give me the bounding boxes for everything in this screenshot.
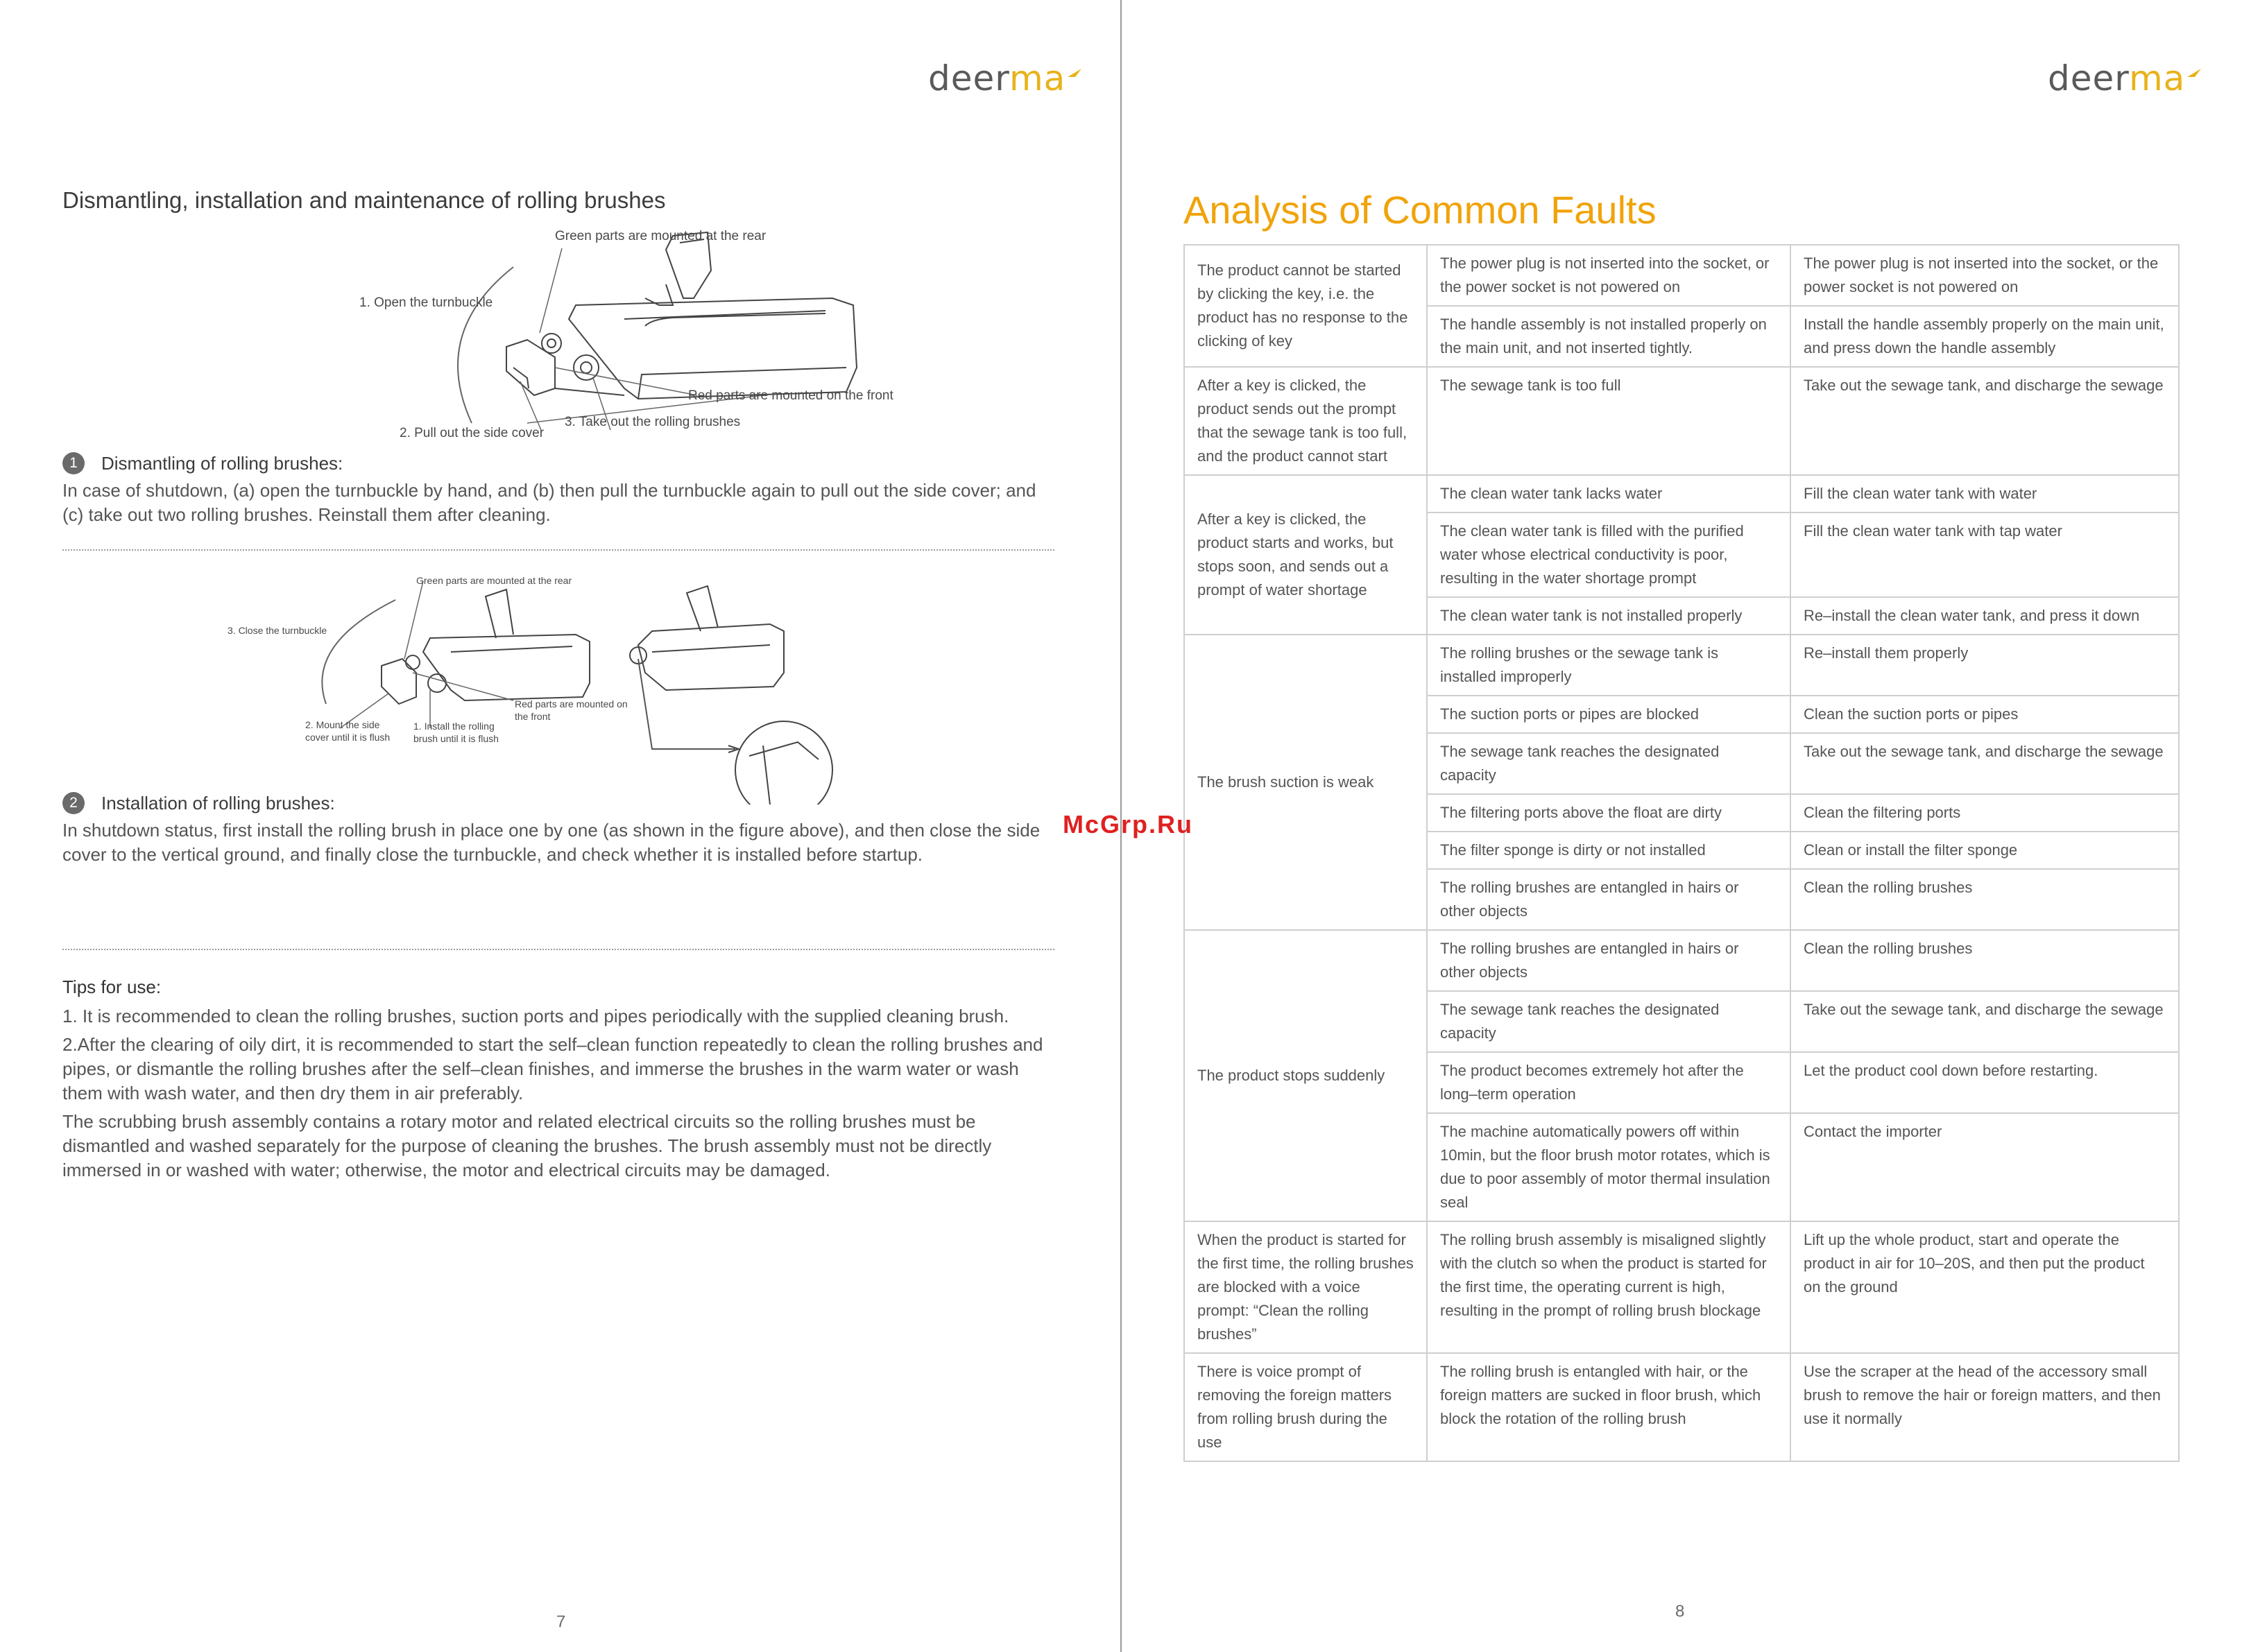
fault-solution-cell: Fill the clean water tank with tap water (1790, 513, 2179, 597)
fault-cause-cell: The filtering ports above the float are dirty (1427, 794, 1790, 832)
tip-item: The scrubbing brush assembly contains a rotary motor and related electrical circuits so the rolling brushes must be dismantled and washed separately for the purpose of cleaning the brushes. The brush assembly must not be directly immersed in or washed with water; otherwise, the motor and electrical circuits may be damaged. (62, 1111, 992, 1180)
fault-solution-cell: Install the handle assembly properly on the main unit, and press down the handle assembly (1790, 306, 2179, 367)
fault-cause-cell: The rolling brushes are entangled in hairs or other objects (1427, 930, 1790, 991)
deerma-logo (928, 58, 1082, 98)
fault-solution-cell: Take out the sewage tank, and discharge the sewage (1790, 733, 2179, 794)
step-number: 1 (62, 452, 85, 474)
fault-solution-cell: Re–install them properly (1790, 635, 2179, 696)
fault-symptom-cell: When the product is started for the first time, the rolling brushes are blocked with a voice prompt: “Clean the rolling brushes” (1184, 1221, 1427, 1353)
fault-cause-cell: The handle assembly is not installed properly on the main unit, and not inserted tightly. (1427, 306, 1790, 367)
logo-text: deerma (2048, 58, 2186, 98)
fault-cause-cell: The rolling brushes are entangled in hairs or other objects (1427, 869, 1790, 930)
fault-solution-cell: Lift up the whole product, start and operate the product in air for 10–20S, and then put the product on the ground (1790, 1221, 2179, 1353)
step-number: 2 (62, 792, 85, 814)
page-number: 7 (556, 1612, 566, 1631)
fault-symptom-cell: The brush suction is weak (1184, 635, 1427, 930)
step-title: Installation of rolling brushes: (101, 792, 335, 814)
label-red-front: Red parts are mounted on the front (688, 388, 893, 403)
fault-solution-cell: The power plug is not inserted into the socket, or the power socket is not powered on (1790, 245, 2179, 306)
installation-text: In shutdown status, first install the rolling brush in place one by one (as shown in the figure above), and then close the side cover to the vertical ground, and finally close the turnbuckle, and check whether it is installed before startup. (62, 820, 1041, 865)
tip-item: 2.After the clearing of oily dirt, it is recommended to start the self–clean function repeatedly to clean the rolling brushes and pipes, or dismantle the rolling brushes after the self–clean finishes, and immerse the brushes in the warm water or wash them with wash water, and then dry them in air preferably. (62, 1034, 1043, 1103)
fault-symptom-cell: The product cannot be started by clicking the key, i.e. the product has no response to the clicking of key (1184, 245, 1427, 367)
fault-symptom-cell: The product stops suddenly (1184, 930, 1427, 1221)
tips-list (62, 1004, 1054, 1187)
label-close-turnbuckle: 3. Close the turnbuckle (228, 625, 327, 636)
divider (62, 949, 1054, 950)
faults-table (1183, 244, 2180, 1462)
installation-figure (222, 569, 874, 805)
label-green-rear-2: Green parts are mounted at the rear (416, 575, 572, 586)
fault-solution-cell: Let the product cool down before restarting. (1790, 1052, 2179, 1113)
dismantling-text: In case of shutdown, (a) open the turnbuckle by hand, and (b) then pull the turnbuckle again to pull out the side cover; and (c) take out two rolling brushes. Reinstall them after cleaning. (62, 480, 1036, 525)
deerma-logo (2048, 58, 2202, 98)
fault-row (1184, 1353, 2179, 1461)
logo-leaf-icon (1067, 68, 1082, 78)
label-red-front-2: Red parts are mounted on the front (515, 698, 628, 722)
fault-row (1184, 475, 2179, 513)
fault-cause-cell: The sewage tank is too full (1427, 367, 1790, 475)
tip-item: 1. It is recommended to clean the rolling brushes, suction ports and pipes periodically with the supplied cleaning brush. (62, 1006, 1009, 1026)
fault-solution-cell: Take out the sewage tank, and discharge the sewage (1790, 991, 2179, 1052)
installation-diagram (222, 569, 874, 805)
fault-symptom-cell: There is voice prompt of removing the foreign matters from rolling brush during the use (1184, 1353, 1427, 1461)
fault-cause-cell: The filter sponge is dirty or not installed (1427, 832, 1790, 869)
fault-solution-cell: Clean the filtering ports (1790, 794, 2179, 832)
dismantling-figure (347, 229, 943, 440)
fault-solution-cell: Use the scraper at the head of the accessory small brush to remove the hair or foreign matters, and then use it normally (1790, 1353, 2179, 1461)
fault-cause-cell: The sewage tank reaches the designated capacity (1427, 733, 1790, 794)
fault-cause-cell: The suction ports or pipes are blocked (1427, 696, 1790, 733)
fault-cause-cell: The clean water tank lacks water (1427, 475, 1790, 513)
step-installation-header (62, 792, 335, 814)
fault-symptom-cell: After a key is clicked, the product sends out the prompt that the sewage tank is too full, and the product cannot start (1184, 367, 1427, 475)
fault-solution-cell: Clean the rolling brushes (1790, 869, 2179, 930)
fault-solution-cell: Clean the suction ports or pipes (1790, 696, 2179, 733)
watermark: McGrp.Ru (1063, 810, 1194, 838)
label-open-turnbuckle: 1. Open the turnbuckle (359, 295, 493, 310)
fault-cause-cell: The product becomes extremely hot after the long–term operation (1427, 1052, 1790, 1113)
fault-row (1184, 635, 2179, 696)
label-green-rear: Green parts are mounted at the rear (555, 229, 767, 243)
fault-solution-cell: Clean the rolling brushes (1790, 930, 2179, 991)
fault-cause-cell: The sewage tank reaches the designated capacity (1427, 991, 1790, 1052)
fault-solution-cell: Clean or install the filter sponge (1790, 832, 2179, 869)
label-install-brush: 1. Install the rolling brush until it is flush (413, 721, 499, 744)
divider (62, 549, 1054, 551)
tips-title: Tips for use: (62, 976, 162, 997)
fault-solution-cell: Re–install the clean water tank, and press it down (1790, 597, 2179, 635)
fault-cause-cell: The rolling brush assembly is misaligned slightly with the clutch so when the product is started for the first time, the operating current is high, resulting in the prompt of rolling brush blockage (1427, 1221, 1790, 1353)
rolling-brush-diagram (347, 229, 943, 437)
faults-title: Analysis of Common Faults (1183, 188, 1657, 232)
logo-text: deerma (928, 58, 1066, 98)
fault-row (1184, 367, 2179, 475)
page-number: 8 (1675, 1602, 1685, 1621)
fault-cause-cell: The clean water tank is not installed properly (1427, 597, 1790, 635)
label-take-out-brushes: 3. Take out the rolling brushes (565, 415, 741, 429)
fault-solution-cell: Fill the clean water tank with water (1790, 475, 2179, 513)
fault-cause-cell: The machine automatically powers off within 10min, but the floor brush motor rotates, which is due to poor assembly of motor thermal insulation seal (1427, 1113, 1790, 1221)
label-mount-side-cover: 2. Mount the side cover until it is flush (305, 719, 391, 743)
fault-cause-cell: The rolling brushes or the sewage tank is installed improperly (1427, 635, 1790, 696)
step-dismantling-header (62, 452, 343, 474)
fault-cause-cell: The rolling brush is entangled with hair, or the foreign matters are sucked in floor brush, which block the rotation of the rolling brush (1427, 1353, 1790, 1461)
fault-solution-cell: Contact the importer (1790, 1113, 2179, 1221)
fault-solution-cell: Take out the sewage tank, and discharge the sewage (1790, 367, 2179, 475)
label-pull-side-cover: 2. Pull out the side cover (400, 426, 545, 440)
fault-row (1184, 930, 2179, 991)
step-title: Dismantling of rolling brushes: (101, 452, 343, 474)
fault-symptom-cell: After a key is clicked, the product starts and works, but stops soon, and sends out a prompt of water shortage (1184, 475, 1427, 635)
fault-cause-cell: The power plug is not inserted into the socket, or the power socket is not powered on (1427, 245, 1790, 306)
logo-leaf-icon (2187, 68, 2202, 78)
fault-row (1184, 245, 2179, 306)
fault-row (1184, 1221, 2179, 1353)
fault-cause-cell: The clean water tank is filled with the purified water whose electrical conductivity is poor, resulting in the water shortage prompt (1427, 513, 1790, 597)
section-title: Dismantling, installation and maintenance of rolling brushes (62, 187, 666, 213)
